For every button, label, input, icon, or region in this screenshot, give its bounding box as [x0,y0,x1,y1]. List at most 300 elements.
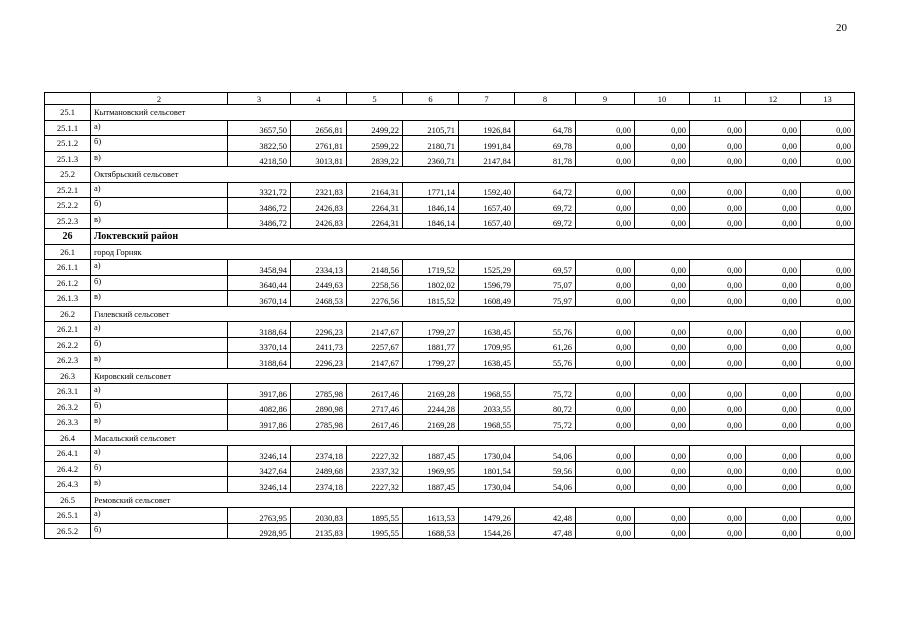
header-cell-12: 12 [746,93,801,105]
value-cell: 1525,29 [459,260,515,276]
value-cell: 81,78 [515,151,576,167]
value-cell: 0,00 [635,508,690,524]
row-variant-label: а) [91,260,228,276]
section-title: Кировский сельсовет [91,368,855,384]
value-cell: 0,00 [801,213,855,229]
district-title: Локтевский район [91,229,855,245]
table-row [45,322,855,338]
value-cell: 1719,52 [403,260,459,276]
value-cell: 1881,77 [403,337,459,353]
value-cell: 0,00 [801,198,855,214]
row-variant-label: в) [91,151,228,167]
header-cell-11: 11 [690,93,746,105]
value-cell: 2839,22 [347,151,403,167]
value-cell: 2928,95 [228,523,291,539]
value-cell: 2147,84 [459,151,515,167]
row-code: 26.4 [45,430,91,446]
section-row [45,368,855,384]
section-title: Ремовский сельсовет [91,492,855,508]
value-cell: 0,00 [635,213,690,229]
value-cell: 3013,81 [291,151,347,167]
row-variant-label: б) [91,275,228,291]
value-cell: 2105,71 [403,120,459,136]
value-cell: 2360,71 [403,151,459,167]
row-code: 26.1.2 [45,275,91,291]
value-cell: 1801,54 [459,461,515,477]
row-code: 26.3 [45,368,91,384]
section-row [45,105,855,121]
value-cell: 0,00 [690,260,746,276]
row-code: 26.5 [45,492,91,508]
row-code: 26.3.2 [45,399,91,415]
section-title: Гилевский сельсовет [91,306,855,322]
table-row [45,337,855,353]
value-cell: 0,00 [746,213,801,229]
value-cell: 3458,94 [228,260,291,276]
value-cell: 1968,55 [459,415,515,431]
value-cell: 2148,56 [347,260,403,276]
value-cell: 1895,55 [347,508,403,524]
row-variant-label: в) [91,415,228,431]
value-cell: 0,00 [801,353,855,369]
value-cell: 0,00 [801,399,855,415]
value-cell: 0,00 [746,260,801,276]
value-cell: 0,00 [576,446,635,462]
value-cell: 0,00 [635,136,690,152]
value-cell: 75,07 [515,275,576,291]
value-cell: 2227,32 [347,446,403,462]
value-cell: 0,00 [801,151,855,167]
value-cell: 69,57 [515,260,576,276]
value-cell: 2276,56 [347,291,403,307]
value-cell: 0,00 [801,446,855,462]
value-cell: 0,00 [635,399,690,415]
value-cell: 3917,86 [228,415,291,431]
row-variant-label: а) [91,508,228,524]
value-cell: 2244,28 [403,399,459,415]
value-cell: 3486,72 [228,198,291,214]
value-cell: 3917,86 [228,384,291,400]
value-cell: 0,00 [746,337,801,353]
table-row [45,446,855,462]
value-cell: 0,00 [746,415,801,431]
value-cell: 1799,27 [403,353,459,369]
value-cell: 2617,46 [347,415,403,431]
header-cell-2: 2 [91,93,228,105]
section-row [45,492,855,508]
value-cell: 1479,26 [459,508,515,524]
value-cell: 1926,84 [459,120,515,136]
value-cell: 0,00 [576,120,635,136]
value-cell: 1544,26 [459,523,515,539]
value-cell: 69,72 [515,198,576,214]
value-cell: 2033,55 [459,399,515,415]
value-cell: 3321,72 [228,182,291,198]
header-cell-10: 10 [635,93,690,105]
row-code: 25.2 [45,167,91,183]
table-row [45,260,855,276]
value-cell: 1968,55 [459,384,515,400]
section-row [45,430,855,446]
table-row [45,508,855,524]
value-cell: 1887,45 [403,477,459,493]
table-header [45,93,855,105]
value-cell: 3188,64 [228,353,291,369]
row-variant-label: а) [91,384,228,400]
row-code: 25.2.3 [45,213,91,229]
value-cell: 0,00 [576,260,635,276]
header-cell-3: 3 [228,93,291,105]
value-cell: 0,00 [801,120,855,136]
value-cell: 0,00 [746,399,801,415]
value-cell: 2296,23 [291,353,347,369]
value-cell: 2374,18 [291,477,347,493]
table-row [45,182,855,198]
value-cell: 0,00 [746,384,801,400]
row-variant-label: в) [91,213,228,229]
value-cell: 2499,22 [347,120,403,136]
row-code: 26.2 [45,306,91,322]
value-cell: 0,00 [746,291,801,307]
value-cell: 3486,72 [228,213,291,229]
value-cell: 0,00 [576,151,635,167]
value-cell: 0,00 [801,136,855,152]
value-cell: 0,00 [690,477,746,493]
header-cell-7: 7 [459,93,515,105]
table-row [45,399,855,415]
row-variant-label: в) [91,353,228,369]
row-code: 26.1.3 [45,291,91,307]
value-cell: 0,00 [576,523,635,539]
value-cell: 0,00 [576,322,635,338]
row-variant-label: в) [91,477,228,493]
value-cell: 0,00 [690,523,746,539]
row-code: 25.1 [45,105,91,121]
value-cell: 2785,98 [291,384,347,400]
row-code: 26.3.3 [45,415,91,431]
value-cell: 75,72 [515,384,576,400]
value-cell: 0,00 [576,182,635,198]
value-cell: 2264,31 [347,213,403,229]
row-variant-label: б) [91,337,228,353]
value-cell: 2890,98 [291,399,347,415]
value-cell: 2227,32 [347,477,403,493]
value-cell: 0,00 [635,120,690,136]
value-cell: 1688,53 [403,523,459,539]
value-cell: 80,72 [515,399,576,415]
value-cell: 0,00 [801,260,855,276]
value-cell: 1638,45 [459,322,515,338]
value-cell: 0,00 [635,322,690,338]
value-cell: 1638,45 [459,353,515,369]
row-code: 26.4.1 [45,446,91,462]
value-cell: 0,00 [801,461,855,477]
value-cell: 1613,53 [403,508,459,524]
table-row [45,384,855,400]
value-cell: 0,00 [635,260,690,276]
row-variant-label: б) [91,461,228,477]
table-row [45,275,855,291]
tariff-table [44,92,855,539]
header-row [45,93,855,105]
value-cell: 0,00 [690,275,746,291]
value-cell: 0,00 [801,477,855,493]
value-cell: 0,00 [801,275,855,291]
value-cell: 0,00 [690,508,746,524]
section-title: Масальский сельсовет [91,430,855,446]
value-cell: 0,00 [690,322,746,338]
row-code: 25.1.2 [45,136,91,152]
value-cell: 0,00 [690,291,746,307]
table-row [45,461,855,477]
value-cell: 1969,95 [403,461,459,477]
value-cell: 0,00 [635,275,690,291]
value-cell: 47,48 [515,523,576,539]
value-cell: 1608,49 [459,291,515,307]
row-code: 26.1 [45,244,91,260]
value-cell: 0,00 [576,291,635,307]
header-cell-6: 6 [403,93,459,105]
value-cell: 1815,52 [403,291,459,307]
value-cell: 0,00 [801,415,855,431]
row-code: 25.2.1 [45,182,91,198]
value-cell: 64,72 [515,182,576,198]
section-title: Кытмановский сельсовет [91,105,855,121]
value-cell: 0,00 [576,384,635,400]
value-cell: 2411,73 [291,337,347,353]
row-variant-label: а) [91,120,228,136]
value-cell: 0,00 [690,461,746,477]
value-cell: 1995,55 [347,523,403,539]
value-cell: 1771,14 [403,182,459,198]
header-cell-5: 5 [347,93,403,105]
value-cell: 55,76 [515,322,576,338]
value-cell: 0,00 [801,182,855,198]
value-cell: 2599,22 [347,136,403,152]
value-cell: 1657,40 [459,198,515,214]
value-cell: 2785,98 [291,415,347,431]
value-cell: 0,00 [690,151,746,167]
table-row [45,151,855,167]
row-variant-label: а) [91,446,228,462]
value-cell: 0,00 [801,322,855,338]
value-cell: 0,00 [690,384,746,400]
value-cell: 69,78 [515,136,576,152]
value-cell: 2374,18 [291,446,347,462]
table-row [45,353,855,369]
row-variant-label: б) [91,198,228,214]
value-cell: 0,00 [635,291,690,307]
row-code: 26.2.2 [45,337,91,353]
row-code: 25.1.3 [45,151,91,167]
row-code: 25.2.2 [45,198,91,214]
value-cell: 4218,50 [228,151,291,167]
value-cell: 42,48 [515,508,576,524]
value-cell: 3246,14 [228,477,291,493]
section-row [45,244,855,260]
value-cell: 3670,14 [228,291,291,307]
value-cell: 55,76 [515,353,576,369]
value-cell: 0,00 [635,182,690,198]
value-cell: 2761,81 [291,136,347,152]
value-cell: 0,00 [635,446,690,462]
value-cell: 0,00 [690,213,746,229]
value-cell: 0,00 [635,523,690,539]
header-cell-1 [45,93,91,105]
value-cell: 4082,86 [228,399,291,415]
value-cell: 2334,13 [291,260,347,276]
value-cell: 0,00 [746,182,801,198]
row-variant-label: а) [91,182,228,198]
table-row [45,213,855,229]
row-variant-label: б) [91,136,228,152]
value-cell: 0,00 [635,384,690,400]
row-variant-label: б) [91,523,228,539]
value-cell: 0,00 [746,136,801,152]
value-cell: 3370,14 [228,337,291,353]
value-cell: 54,06 [515,446,576,462]
value-cell: 2426,83 [291,213,347,229]
value-cell: 1802,02 [403,275,459,291]
value-cell: 0,00 [576,275,635,291]
value-cell: 0,00 [576,415,635,431]
value-cell: 69,72 [515,213,576,229]
value-cell: 0,00 [746,446,801,462]
value-cell: 0,00 [576,477,635,493]
row-code: 26.4.3 [45,477,91,493]
value-cell: 2169,28 [403,415,459,431]
value-cell: 0,00 [801,337,855,353]
value-cell: 1592,40 [459,182,515,198]
value-cell: 0,00 [690,182,746,198]
section-title: Октябрьский сельсовет [91,167,855,183]
value-cell: 75,72 [515,415,576,431]
row-code: 26.5.2 [45,523,91,539]
value-cell: 3188,64 [228,322,291,338]
header-cell-8: 8 [515,93,576,105]
value-cell: 1887,45 [403,446,459,462]
value-cell: 2763,95 [228,508,291,524]
value-cell: 3246,14 [228,446,291,462]
value-cell: 2617,46 [347,384,403,400]
row-variant-label: в) [91,291,228,307]
value-cell: 0,00 [746,322,801,338]
value-cell: 2468,53 [291,291,347,307]
header-cell-9: 9 [576,93,635,105]
value-cell: 0,00 [690,120,746,136]
value-cell: 0,00 [576,198,635,214]
value-cell: 2489,68 [291,461,347,477]
value-cell: 2180,71 [403,136,459,152]
row-code: 26 [45,229,91,245]
table-row [45,523,855,539]
value-cell: 2656,81 [291,120,347,136]
value-cell: 2030,83 [291,508,347,524]
value-cell: 0,00 [746,477,801,493]
value-cell: 2147,67 [347,353,403,369]
table-body [45,105,855,539]
value-cell: 0,00 [746,275,801,291]
row-code: 26.3.1 [45,384,91,400]
value-cell: 0,00 [690,399,746,415]
header-cell-13: 13 [801,93,855,105]
value-cell: 0,00 [746,151,801,167]
value-cell: 61,26 [515,337,576,353]
table-row [45,136,855,152]
value-cell: 0,00 [690,415,746,431]
value-cell: 0,00 [576,508,635,524]
value-cell: 2337,32 [347,461,403,477]
value-cell: 1709,95 [459,337,515,353]
value-cell: 2296,23 [291,322,347,338]
value-cell: 0,00 [801,384,855,400]
header-cell-4: 4 [291,93,347,105]
value-cell: 0,00 [635,198,690,214]
row-variant-label: а) [91,322,228,338]
value-cell: 0,00 [576,337,635,353]
value-cell: 1657,40 [459,213,515,229]
value-cell: 0,00 [746,508,801,524]
value-cell: 0,00 [690,337,746,353]
value-cell: 1730,04 [459,446,515,462]
value-cell: 2426,83 [291,198,347,214]
value-cell: 1846,14 [403,213,459,229]
table-row [45,120,855,136]
value-cell: 0,00 [635,353,690,369]
value-cell: 2717,46 [347,399,403,415]
value-cell: 3822,50 [228,136,291,152]
value-cell: 54,06 [515,477,576,493]
table-row [45,291,855,307]
value-cell: 0,00 [746,120,801,136]
value-cell: 1730,04 [459,477,515,493]
value-cell: 0,00 [746,198,801,214]
value-cell: 0,00 [576,399,635,415]
value-cell: 1596,79 [459,275,515,291]
value-cell: 2321,83 [291,182,347,198]
value-cell: 0,00 [690,446,746,462]
value-cell: 0,00 [635,415,690,431]
table-row [45,477,855,493]
value-cell: 2164,31 [347,182,403,198]
value-cell: 0,00 [690,198,746,214]
value-cell: 0,00 [746,523,801,539]
value-cell: 2257,67 [347,337,403,353]
value-cell: 0,00 [576,136,635,152]
value-cell: 0,00 [690,353,746,369]
value-cell: 1799,27 [403,322,459,338]
value-cell: 0,00 [576,353,635,369]
value-cell: 2135,83 [291,523,347,539]
section-row [45,306,855,322]
value-cell: 1846,14 [403,198,459,214]
value-cell: 3657,50 [228,120,291,136]
value-cell: 0,00 [690,136,746,152]
row-code: 26.5.1 [45,508,91,524]
value-cell: 3640,44 [228,275,291,291]
row-code: 26.2.3 [45,353,91,369]
value-cell: 1991,84 [459,136,515,152]
section-title: город Горняк [91,244,855,260]
value-cell: 59,56 [515,461,576,477]
row-code: 26.4.2 [45,461,91,477]
value-cell: 0,00 [746,461,801,477]
district-row [45,229,855,245]
section-row [45,167,855,183]
value-cell: 2169,28 [403,384,459,400]
value-cell: 0,00 [801,523,855,539]
row-variant-label: б) [91,399,228,415]
